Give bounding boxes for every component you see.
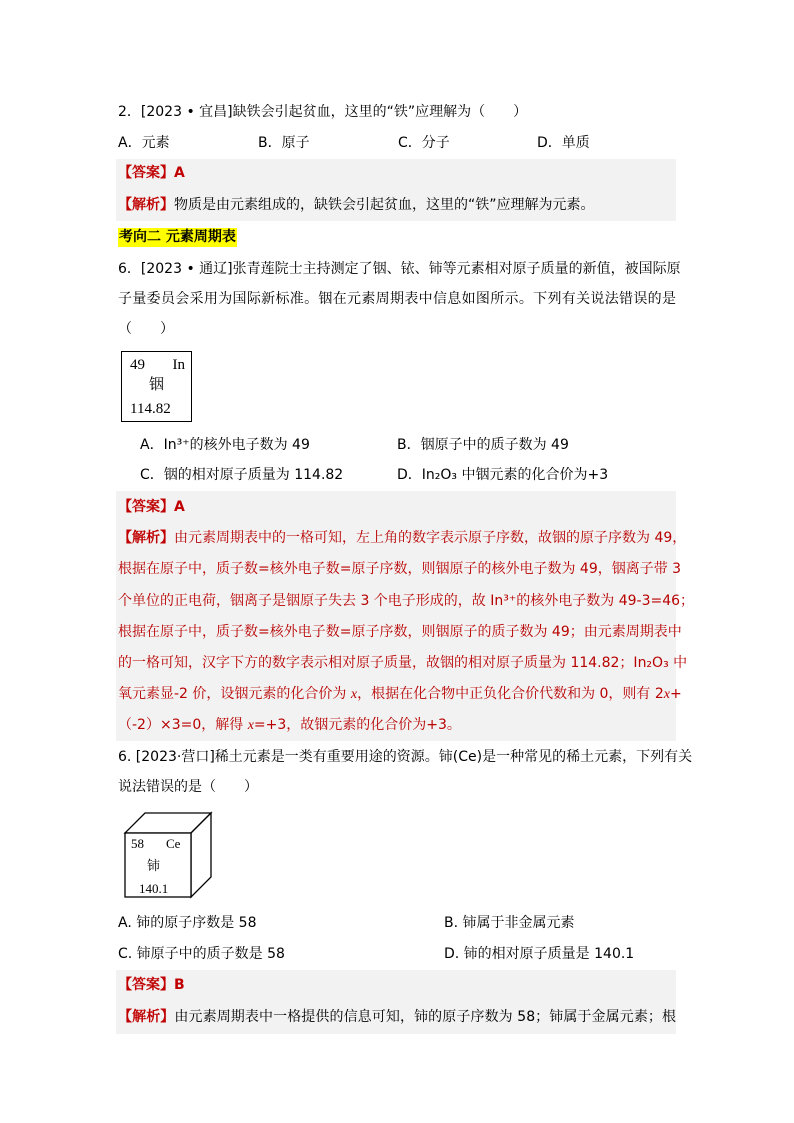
element-symbol: In	[172, 357, 185, 373]
question-6a-analysis-line: 根据在原子中，质子数=核外电子数=原子序数，则铟原子的质子数为 49；由元素周期表中	[118, 624, 682, 640]
answer-value: B	[174, 977, 185, 993]
element-name: 铟	[148, 377, 164, 393]
analysis-text: 由元素周期表中一格提供的信息可知，铈的原子序数为 58；铈属于金属元素；根	[174, 1009, 677, 1025]
analysis-text: 由元素周期表中的一格可知，左上角的数字表示原子序数，故铟的原子序数为 49，	[174, 530, 687, 546]
analysis-text: （-2）×3=0，解得	[118, 717, 248, 733]
question-6b-option-c: C. 铈原子中的质子数是 58	[118, 946, 285, 962]
question-6a-analysis-line: 根据在原子中，质子数=核外电子数=原子序数，则铟原子的核外电子数为 49，铟离子带 3	[118, 561, 682, 577]
question-2-analysis	[118, 195, 595, 215]
question-6a-option-a: A．In³⁺的核外电子数为 49	[140, 437, 310, 453]
atomic-number: 58	[131, 836, 144, 851]
analysis-label: 【解析】	[118, 197, 174, 213]
analysis-text: 物质是由元素组成的，缺铁会引起贫血，这里的“铁”应理解为元素。	[174, 197, 595, 213]
question-6a-option-c: C．铟的相对原子质量为 114.82	[140, 467, 344, 483]
question-2-option-a: A．元素	[118, 135, 170, 151]
answer-label: 【答案】	[118, 165, 174, 181]
question-6a-analysis-line: 个单位的正电荷，铟离子是铟原子失去 3 个电子形成的，故 In³⁺的核外电子数为 49-3=46；	[118, 593, 695, 609]
question-2-option-d: D．单质	[537, 135, 590, 151]
question-6a-option-d: D．In₂O₃ 中铟元素的化合价为+3	[397, 467, 609, 483]
question-6a-stem-line: 子量委员会采用为国际新标准。铟在元素周期表中信息如图所示。下列有关说法错误的是	[118, 291, 676, 307]
question-6a-option-b: B．铟原子中的质子数为 49	[397, 437, 569, 453]
variable-x: x	[247, 718, 254, 733]
question-6b-analysis	[118, 1007, 676, 1027]
question-6a-stem-line: （ ）	[118, 321, 174, 337]
section-heading: 考向二 元素周期表	[119, 229, 236, 245]
element-tile-indium	[121, 351, 192, 422]
question-6b-option-d: D. 铈的相对原子质量是 140.1	[444, 946, 635, 962]
analysis-text: ，根据在化合物中正负化合价代数和为 0，则有 2	[357, 686, 664, 702]
answer-label: 【答案】	[118, 499, 174, 515]
question-6b-option-a: A. 铈的原子序数是 58	[118, 915, 257, 931]
answer-value: A	[174, 499, 185, 515]
question-6a-answer	[118, 497, 185, 517]
question-6b-option-b: B. 铈属于非金属元素	[444, 915, 575, 931]
analysis-label: 【解析】	[118, 530, 174, 546]
question-6b-stem-line: 说法错误的是（ ）	[118, 779, 258, 795]
analysis-text: =+3，故铟元素的化合价为+3。	[253, 717, 461, 733]
question-6a-stem-line: 6．[2023 • 通辽]张青莲院士主持测定了铟、铱、铈等元素相对原子质量的新值，被国际原	[118, 261, 681, 277]
question-2-option-b: B．原子	[258, 135, 310, 151]
atomic-mass: 114.82	[130, 401, 171, 417]
question-6a-analysis-line: 的一格可知，汉字下方的数字表示相对原子质量，故铟的相对原子质量为 114.82；In₂O₃ 中	[118, 655, 688, 671]
analysis-label: 【解析】	[118, 1009, 175, 1025]
question-2-answer	[118, 163, 185, 183]
answer-label: 【答案】	[118, 977, 174, 993]
question-6a-analysis-line	[118, 715, 461, 735]
analysis-text: +	[670, 686, 682, 702]
question-2-option-c: C．分子	[398, 135, 450, 151]
question-6b-answer	[118, 975, 185, 995]
variable-x: x	[350, 687, 358, 702]
question-6b-stem-line: 6. [2023·营口]稀土元素是一类有重要用途的资源。铈(Ce)是一种常见的稀土元素，下列有关	[118, 749, 693, 765]
atomic-number: 49	[130, 357, 145, 373]
question-2-stem: 2．[2023 • 宜昌]缺铁会引起贫血，这里的“铁”应理解为（ ）	[118, 104, 528, 120]
question-6a-analysis-line	[118, 684, 682, 704]
variable-x: x	[663, 687, 671, 702]
element-name: 铈	[147, 858, 161, 873]
element-symbol: Ce	[166, 836, 181, 851]
analysis-text: 氧元素显-2 价，设铟元素的化合价为	[118, 686, 351, 702]
question-6a-analysis-line	[118, 528, 687, 548]
atomic-mass: 140.1	[139, 881, 169, 896]
answer-value: A	[174, 165, 185, 181]
